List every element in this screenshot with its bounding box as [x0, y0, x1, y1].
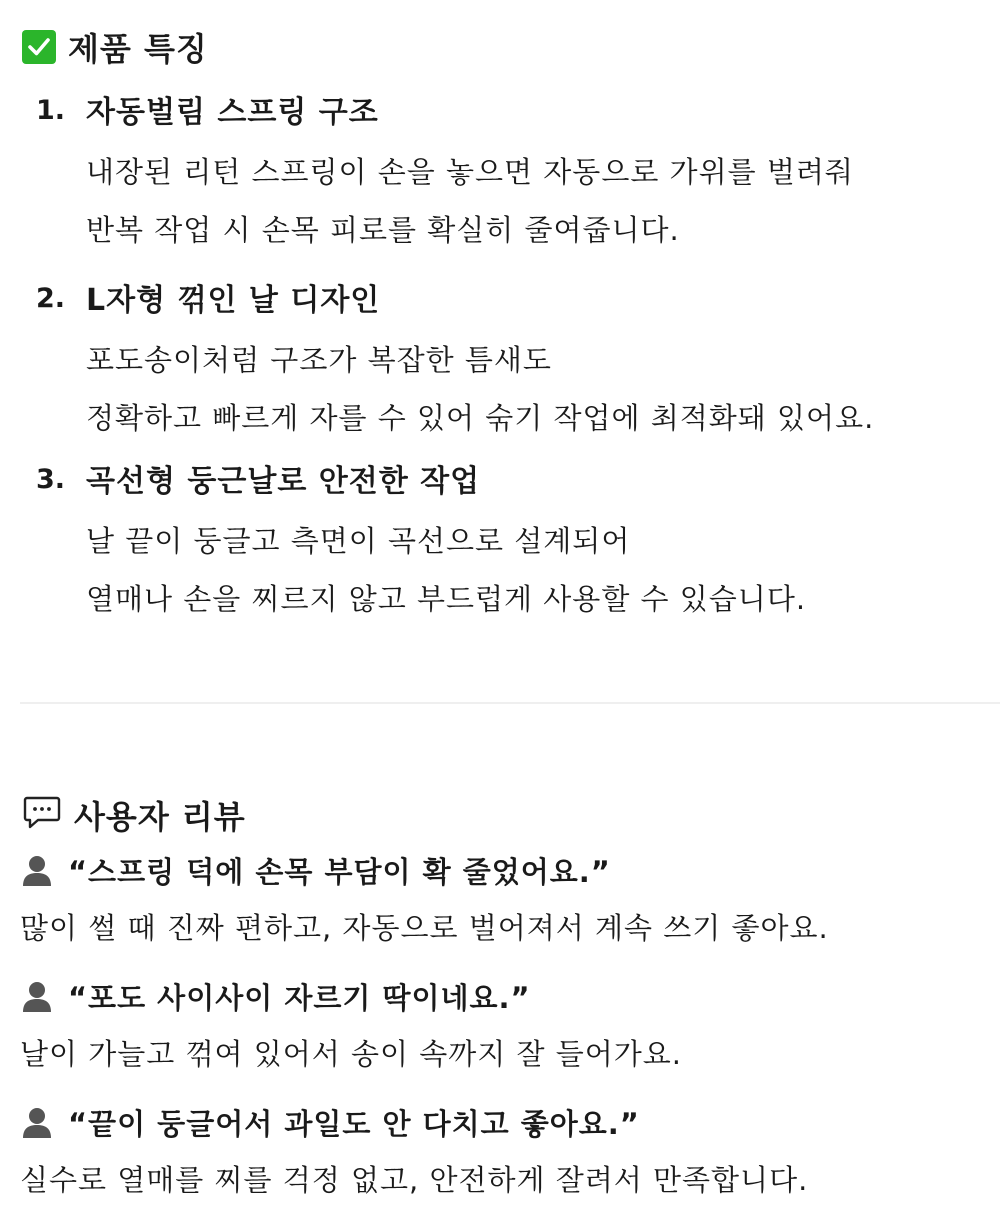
- person-icon: [20, 1105, 54, 1139]
- reviews-title: 사용자 리뷰: [74, 798, 246, 836]
- feature-item: [36, 283, 986, 447]
- speech-bubble-icon: [22, 794, 62, 836]
- reviews-header: [22, 792, 246, 838]
- review-item: [20, 1102, 990, 1199]
- section-divider: [20, 702, 1000, 704]
- feature-description-line: 반복 작업 시 손목 피로를 확실히 줄여줍니다.: [86, 213, 680, 247]
- features-header: [22, 24, 208, 70]
- feature-heading: 자동벌림 스프링 구조: [86, 95, 379, 130]
- feature-heading: 곡선형 둥근날로 안전한 작업: [86, 464, 481, 499]
- feature-number: 3.: [36, 464, 66, 495]
- review-body: 실수로 열매를 찌를 걱정 없고, 안전하게 잘려서 만족합니다.: [20, 1163, 809, 1197]
- feature-description-line: 포도송이처럼 구조가 복잡한 틈새도: [86, 343, 552, 377]
- review-item: [20, 976, 990, 1073]
- feature-description-line: 내장된 리턴 스프링이 손을 놓으면 자동으로 가위를 벌려줘: [86, 155, 854, 189]
- person-icon: [20, 979, 54, 1013]
- feature-description-line: 정확하고 빠르게 자를 수 있어 숚기 작업에 최적화돼 있어요.: [86, 401, 875, 435]
- feature-number: 1.: [36, 95, 66, 126]
- review-item: [20, 850, 990, 947]
- review-quote: “포도 사이사이 자르기 딱이네요.”: [68, 980, 531, 1015]
- feature-heading: L자형 꺾인 날 디자인: [86, 283, 381, 318]
- feature-item: [36, 95, 986, 259]
- person-icon: [20, 853, 54, 887]
- feature-item: [36, 464, 986, 628]
- review-quote: “스프링 덕에 손목 부담이 확 줄었어요.”: [68, 854, 611, 889]
- check-mark-icon: [22, 30, 56, 64]
- features-title: 제품 특징: [68, 30, 208, 68]
- feature-description-line: 날 끝이 둥글고 측면이 곡선으로 설계되어: [86, 524, 631, 558]
- review-body: 많이 썰 때 진짜 편하고, 자동으로 벌어져서 계속 쓰기 좋아요.: [20, 911, 829, 945]
- feature-description-line: 열매나 손을 찌르지 않고 부드럽게 사용할 수 있습니다.: [86, 582, 807, 616]
- feature-number: 2.: [36, 283, 66, 314]
- review-quote: “끝이 둥글어서 과일도 안 다치고 좋아요.”: [68, 1106, 640, 1141]
- review-body: 날이 가늘고 꺾여 있어서 송이 속까지 잘 들어가요.: [20, 1037, 683, 1071]
